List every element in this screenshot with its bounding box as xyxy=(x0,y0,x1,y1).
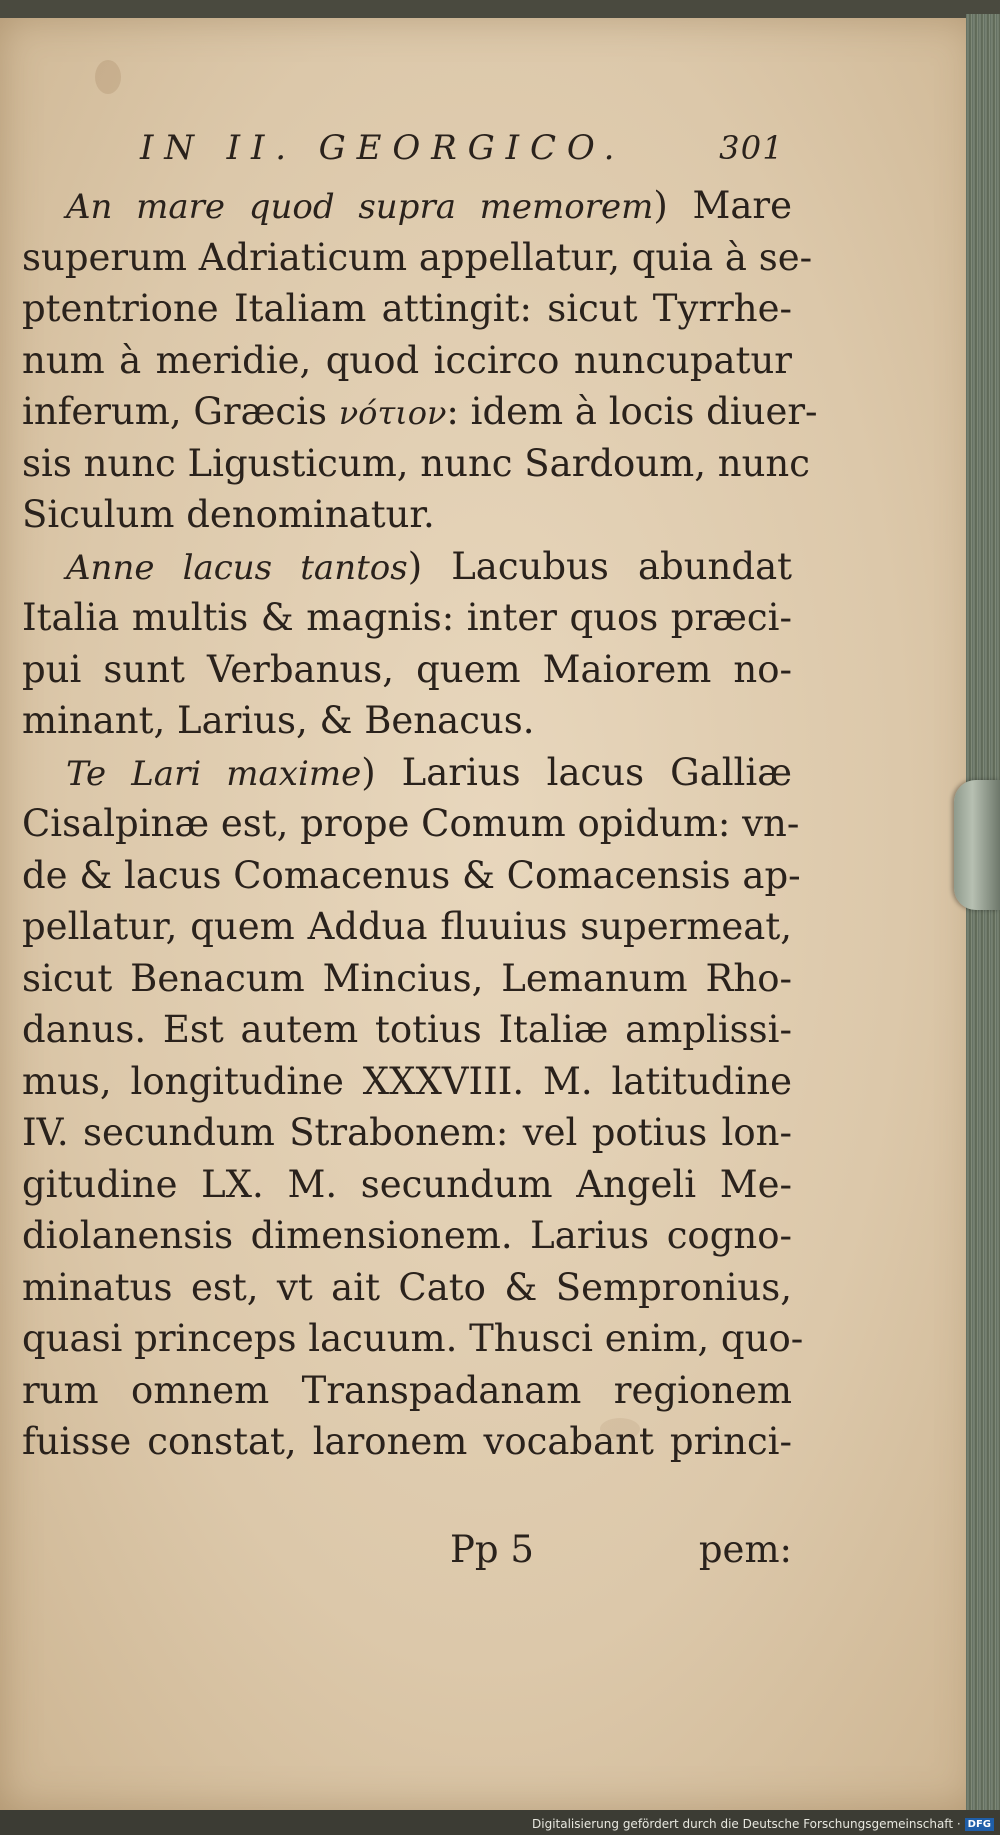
line-text: Italia multis & magnis: inter quos præci- xyxy=(22,596,792,639)
text-line xyxy=(22,592,792,644)
line-text: superum Adriaticum appellatur, quia à se- xyxy=(22,235,813,279)
digitization-credit xyxy=(532,1817,994,1831)
line-text: IV. secundum Strabonem: vel potius lon- xyxy=(22,1111,792,1154)
line-text: pui sunt Verbanus, quem Maiorem no- xyxy=(22,647,792,691)
lemma: Te Lari maxime xyxy=(66,753,362,794)
line-text: pellatur, quem Addua fluuius supermeat, xyxy=(22,905,792,948)
text-line xyxy=(22,1056,792,1108)
signature-mark: Pp 5 xyxy=(450,1528,534,1571)
text-line xyxy=(22,901,792,953)
lemma: An mare quod supra memorem xyxy=(66,187,654,227)
line-text-continued: : idem à locis diuer- xyxy=(446,390,818,433)
text-line xyxy=(22,335,792,387)
book-top-edge xyxy=(0,0,1000,18)
line-text: inferum, Græcis xyxy=(22,390,339,433)
text-line xyxy=(22,1004,792,1056)
line-text: rum omnem Transpadanam regionem xyxy=(22,1368,792,1412)
line-text: ) Lacubus abundat xyxy=(407,544,792,588)
text-line xyxy=(22,850,801,902)
text-line xyxy=(22,695,792,747)
text-line xyxy=(22,1313,804,1365)
line-text: Siculum denominatur. xyxy=(22,493,435,536)
text-line xyxy=(22,1262,792,1314)
line-text: quasi princeps lacuum. Thusci enim, quo- xyxy=(22,1317,804,1360)
catchword: pem: xyxy=(698,1528,792,1571)
line-text: danus. Est autem totius Italiæ amplissi- xyxy=(22,1008,792,1051)
page-number: 301 xyxy=(719,129,784,167)
text-line xyxy=(22,283,792,335)
text-line xyxy=(22,1365,792,1417)
text-line xyxy=(22,180,792,232)
text-line xyxy=(22,644,792,696)
text-line xyxy=(22,438,810,490)
greek-word: νότιον xyxy=(338,394,447,432)
line-text: de & lacus Comacenus & Comacensis ap- xyxy=(22,853,801,897)
text-line xyxy=(22,489,792,541)
text-line xyxy=(22,798,800,850)
text-line xyxy=(22,386,818,438)
text-block xyxy=(22,122,818,1571)
lemma: Anne lacus tantos xyxy=(66,547,408,588)
line-text: ) Larius lacus Galliæ xyxy=(361,750,793,794)
line-text: num à meridie, quod iccirco nuncupatur xyxy=(22,338,792,382)
page-clip xyxy=(954,780,1000,910)
text-line xyxy=(22,1416,792,1468)
text-line xyxy=(22,232,813,284)
line-text: diolanensis dimensionem. Larius cogno- xyxy=(22,1214,792,1257)
text-line xyxy=(22,953,792,1005)
paper-stain xyxy=(95,60,121,94)
text-line xyxy=(22,1159,792,1211)
book-fore-edge xyxy=(966,14,1000,1814)
text-line xyxy=(22,747,792,799)
text-line xyxy=(22,541,792,593)
text-line xyxy=(22,1210,792,1262)
line-text: gitudine LX. M. secundum Angeli Me- xyxy=(22,1162,792,1206)
text-line xyxy=(22,1107,792,1159)
line-text: minatus est, vt ait Cato & Sempronius, xyxy=(22,1265,792,1309)
line-text: fuisse constat, laronem vocabant princi- xyxy=(22,1420,792,1463)
line-text: ) Mare xyxy=(653,184,792,227)
running-title: IN II. GEORGICO. xyxy=(140,128,626,168)
catchline xyxy=(22,1524,792,1576)
line-text: sicut Benacum Mincius, Lemanum Rho- xyxy=(22,956,792,1000)
running-head xyxy=(22,122,792,174)
line-text: Cisalpinæ est, prope Comum opidum: vn- xyxy=(22,802,800,845)
line-text: ptentrione Italiam attingit: sicut Tyrrhe- xyxy=(22,287,792,330)
body-text xyxy=(22,180,818,1468)
line-text: mus, longitudine XXXVIII. M. latitudine xyxy=(22,1059,792,1103)
dfg-logo: DFG xyxy=(965,1818,994,1831)
line-text: sis nunc Ligusticum, nunc Sardoum, nunc xyxy=(22,441,810,485)
line-text: minant, Larius, & Benacus. xyxy=(22,699,535,742)
credit-text: Digitalisierung gefördert durch die Deutsche Forschungsgemeinschaft · xyxy=(532,1817,961,1831)
